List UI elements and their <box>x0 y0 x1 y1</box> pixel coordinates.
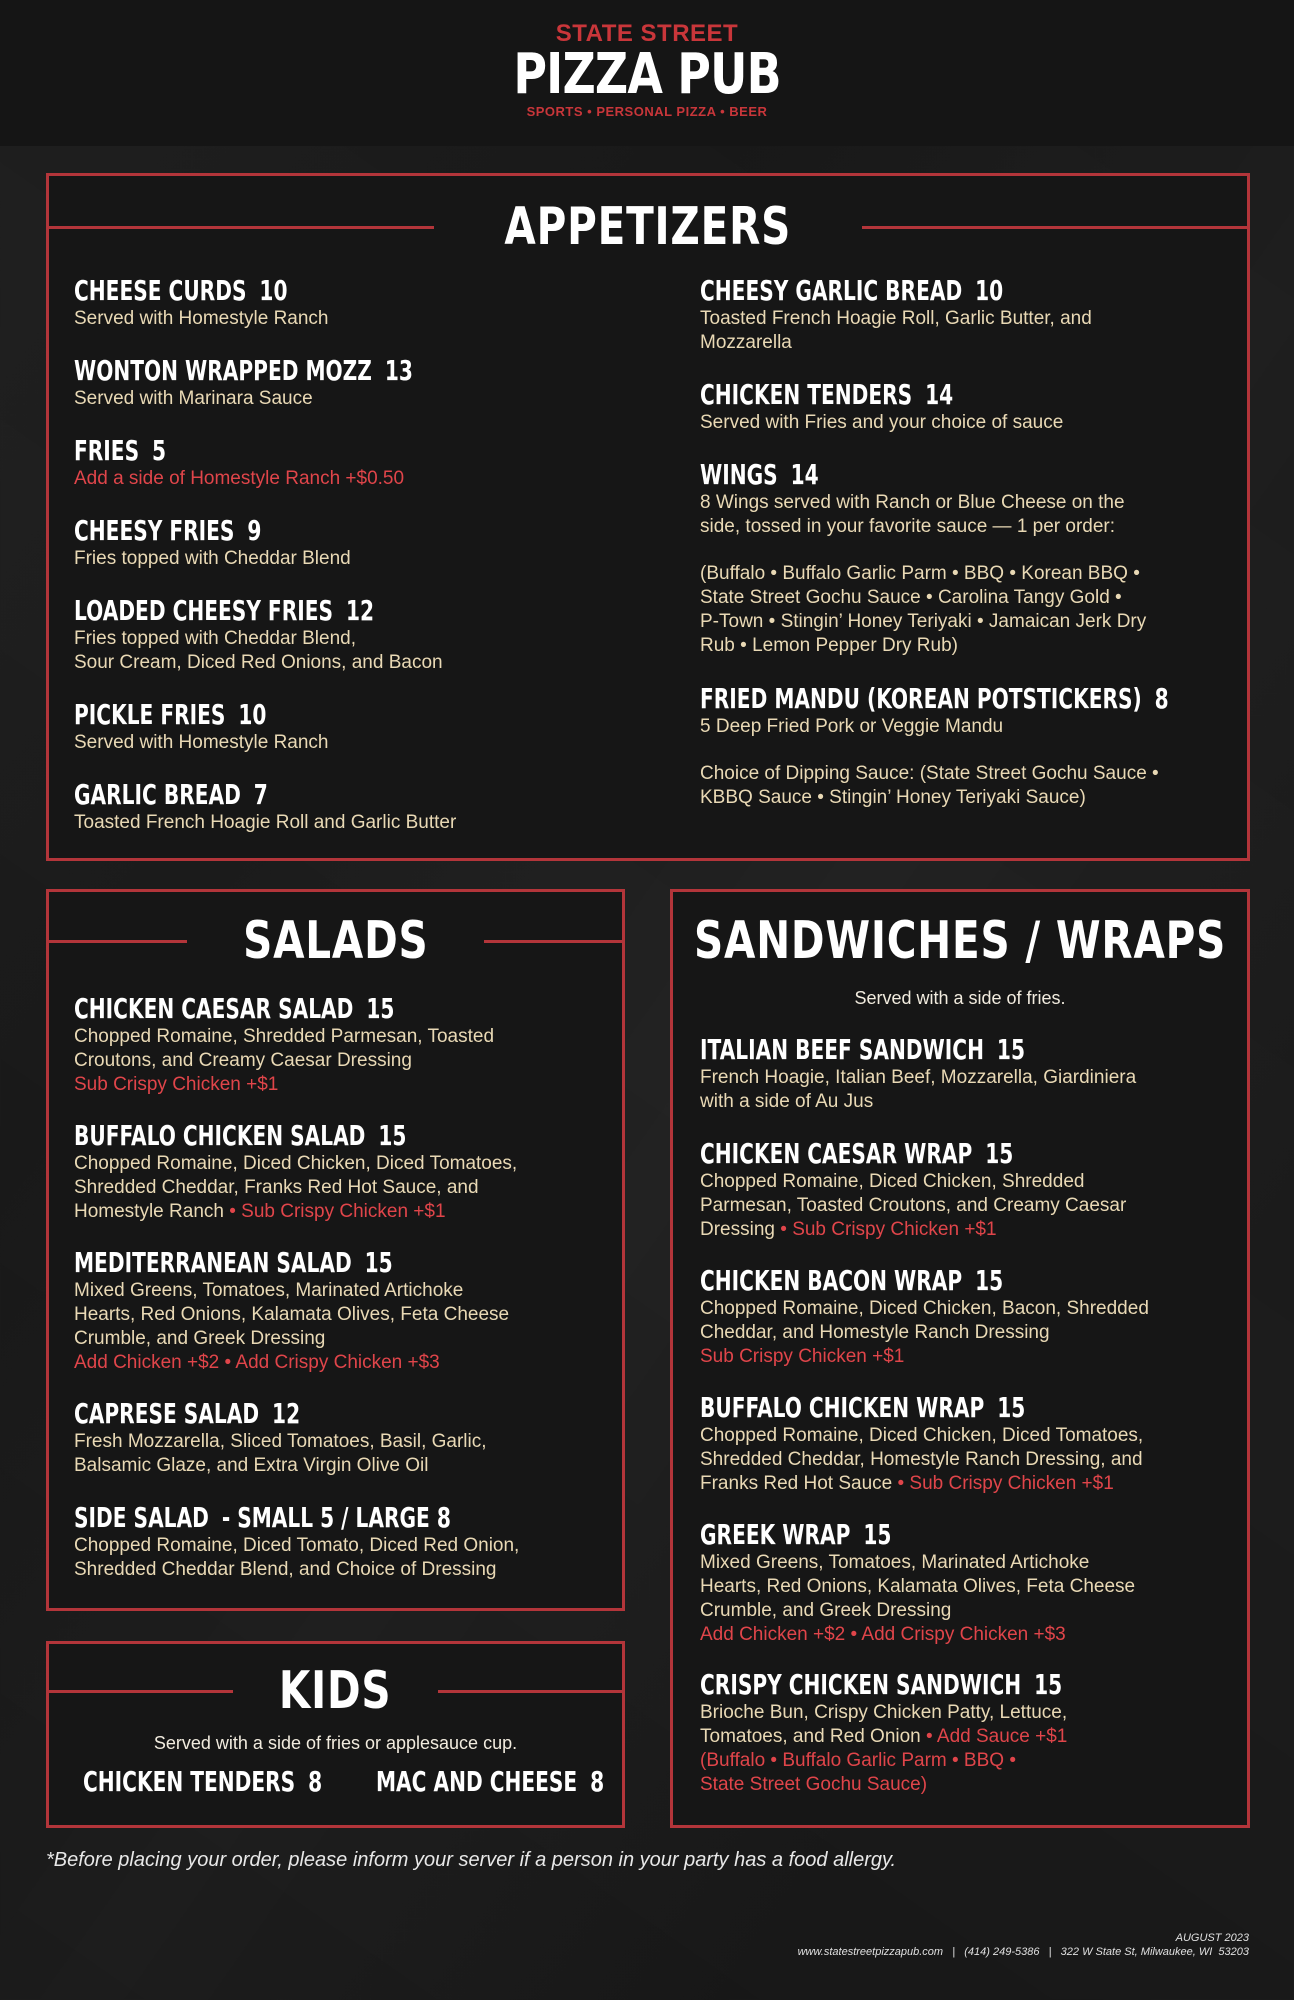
item-price: 7 <box>253 778 268 811</box>
item-price: 12 <box>272 1397 301 1430</box>
item-description: Shredded Cheddar, Homestyle Ranch Dressing, and <box>700 1449 1143 1470</box>
item-price: 13 <box>384 354 413 387</box>
item-addon: Sub Crispy Chicken +$1 <box>700 1346 905 1367</box>
item-name: CHICKEN TENDERS <box>700 378 913 411</box>
item-name: PICKLE FRIES <box>74 698 226 731</box>
sauce-list: State Street Gochu Sauce • Carolina Tangy Gold • <box>700 587 1122 608</box>
kids-note: Served with a side of fries or applesauce cup. <box>153 1733 518 1753</box>
footer-contact: www.statestreetpizzapub.com | (414) 249-5386 | 322 W State St, Milwaukee, WI 53203 <box>797 1946 1249 1958</box>
item-description: with a side of Au Jus <box>700 1091 874 1112</box>
item-price: 15 <box>975 1264 1004 1297</box>
item-price: 12 <box>345 594 375 627</box>
allergy-note: *Before placing your order, please inform your server if a person in your party has a food allergy. <box>46 1849 897 1871</box>
menu-item <box>74 1502 597 1582</box>
sauce-list: State Street Gochu Sauce) <box>700 1774 928 1795</box>
item-description: Toasted French Hoagie Roll and Garlic Butter <box>74 812 457 833</box>
item-description: Served with Homestyle Ranch <box>74 732 329 753</box>
item-name: ITALIAN BEEF SANDWICH <box>700 1033 984 1066</box>
menu-item <box>74 515 351 571</box>
heading-rule-right <box>484 940 622 943</box>
item-price: 15 <box>378 1119 407 1152</box>
item-name: GARLIC BREAD <box>74 778 241 811</box>
item-price: 10 <box>975 274 1004 307</box>
menu-item <box>74 993 519 1097</box>
item-price: 14 <box>925 378 954 411</box>
item-price: 8 <box>590 1765 605 1798</box>
menu-item <box>74 595 491 675</box>
item-price: 5 <box>152 434 167 467</box>
sandwiches-note: Served with a side of fries. <box>854 988 1066 1008</box>
menu-item <box>700 1669 1203 1797</box>
appetizers-heading <box>49 192 1247 262</box>
item-description: Shredded Cheddar Blend, and Choice of Dressing <box>74 1559 497 1580</box>
menu-item <box>700 1392 1152 1496</box>
menu-item <box>74 779 456 835</box>
menu-item <box>700 459 1146 658</box>
item-price: 8 <box>1154 682 1169 715</box>
item-description: Chopped Romaine, Shredded Parmesan, Toasted <box>74 1026 495 1047</box>
item-description: Brioche Bun, Crispy Chicken Patty, Lettuce, <box>700 1702 1068 1723</box>
item-price: 10 <box>259 274 288 307</box>
menu-item <box>74 1120 536 1224</box>
item-price: 15 <box>996 1033 1025 1066</box>
item-name: CHEESE CURDS <box>74 274 247 307</box>
item-description: Fresh Mozzarella, Sliced Tomatoes, Basil, Garlic, <box>74 1431 487 1452</box>
item-price: 15 <box>364 1246 393 1279</box>
heading-rule-left <box>49 940 187 943</box>
heading-rule-left <box>49 1690 233 1693</box>
item-description: Hearts, Red Onions, Kalamata Olives, Feta Cheese <box>74 1304 510 1325</box>
item-description: Chopped Romaine, Diced Chicken, Diced Tomatoes, <box>74 1153 518 1174</box>
item-name: GREEK WRAP <box>700 1518 851 1551</box>
item-addon: Add a side of Homestyle Ranch +$0.50 <box>74 468 405 489</box>
item-price: 14 <box>790 458 819 491</box>
item-addon: Add Chicken +$2 • Add Crispy Chicken +$3 <box>74 1352 440 1373</box>
item-name: WONTON WRAPPED MOZZ <box>74 354 372 387</box>
item-addon: • Sub Crispy Chicken +$1 <box>892 1473 1114 1494</box>
item-price: 15 <box>863 1518 892 1551</box>
salads-heading <box>49 906 622 976</box>
item-description: Cheddar, and Homestyle Ranch Dressing <box>700 1322 1050 1343</box>
item-name: CHICKEN CAESAR SALAD <box>74 992 354 1025</box>
item-price: 15 <box>985 1137 1014 1170</box>
logo-tagline: SPORTS • PERSONAL PIZZA • BEER <box>526 104 768 119</box>
item-price: 10 <box>238 698 267 731</box>
item-name: CRISPY CHICKEN SANDWICH <box>700 1668 1022 1701</box>
menu-item <box>700 1034 1151 1114</box>
item-price: - SMALL 5 / LARGE 8 <box>221 1501 451 1534</box>
item-description: 8 Wings served with Ranch or Blue Cheese on the <box>700 492 1125 513</box>
section-title: KIDS <box>279 1661 392 1721</box>
item-addon: • Sub Crispy Chicken +$1 <box>774 1219 997 1240</box>
item-description: side, tossed in your favorite sauce — 1 per order: <box>700 516 1116 537</box>
section-title: APPETIZERS <box>504 197 792 257</box>
item-description: Fries topped with Cheddar Blend, <box>74 628 356 649</box>
item-description: Croutons, and Creamy Caesar Dressing <box>74 1050 412 1071</box>
item-name: BUFFALO CHICKEN SALAD <box>74 1119 366 1152</box>
heading-rule-right <box>862 226 1247 229</box>
logo-main-text: PIZZA PUB <box>513 42 781 107</box>
item-name: CHICKEN CAESAR WRAP <box>700 1137 973 1170</box>
item-price: 15 <box>997 1391 1026 1424</box>
item-description: Sour Cream, Diced Red Onions, and Bacon <box>74 652 443 673</box>
menu-item <box>700 1519 1135 1647</box>
menu-item <box>700 275 1121 355</box>
item-description: Chopped Romaine, Diced Chicken, Shredded <box>700 1171 1085 1192</box>
item-description: Served with Fries and your choice of sauce <box>700 412 1064 433</box>
menu-item <box>700 683 1294 810</box>
kids-heading <box>49 1656 622 1726</box>
item-description: 5 Deep Fried Pork or Veggie Mandu <box>700 716 1004 737</box>
menu-item <box>700 1265 1149 1369</box>
item-description: Parmesan, Toasted Croutons, and Creamy Caesar <box>700 1195 1127 1216</box>
item-name: LOADED CHEESY FRIES <box>74 594 334 627</box>
menu-item <box>74 1398 487 1478</box>
section-title: SANDWICHES / WRAPS <box>693 911 1227 971</box>
item-price: 15 <box>366 992 395 1025</box>
menu-item <box>83 1766 415 1798</box>
item-name: FRIES <box>74 434 140 467</box>
item-name: SIDE SALAD <box>74 1501 209 1534</box>
sauce-list: (Buffalo • Buffalo Garlic Parm • BBQ • <box>700 1750 1016 1771</box>
item-description: French Hoagie, Italian Beef, Mozzarella, Giardiniera <box>700 1067 1137 1088</box>
sauce-list: Rub • Lemon Pepper Dry Rub) <box>700 635 958 656</box>
item-addon: • Sub Crispy Chicken +$1 <box>223 1201 446 1222</box>
item-description: Shredded Cheddar, Franks Red Hot Sauce, and <box>74 1177 479 1198</box>
item-description: Chopped Romaine, Diced Chicken, Bacon, Shredded <box>700 1298 1149 1319</box>
dipping-sauce: Choice of Dipping Sauce: (State Street Gochu Sauce • <box>700 763 1159 784</box>
menu-item <box>700 1138 1135 1242</box>
logo-top-text: STATE STREET <box>555 20 739 47</box>
item-description: Franks Red Hot Sauce <box>700 1473 893 1494</box>
item-price: 15 <box>1034 1668 1063 1701</box>
item-description: Mozzarella <box>700 332 792 353</box>
item-addon: • Add Sauce +$1 <box>920 1726 1068 1747</box>
item-name: CHEESY GARLIC BREAD <box>700 274 963 307</box>
heading-rule-left <box>49 226 434 229</box>
item-name: FRIED MANDU (KOREAN POTSTICKERS) <box>700 682 1142 715</box>
brand-logo <box>0 22 1294 120</box>
item-price: 8 <box>308 1765 323 1798</box>
item-description: Chopped Romaine, Diced Tomato, Diced Red Onion, <box>74 1535 520 1556</box>
menu-item <box>74 275 371 331</box>
section-title: SALADS <box>242 911 429 971</box>
footer-date: AUGUST 2023 <box>1175 1932 1249 1944</box>
menu-item <box>74 435 404 491</box>
dipping-sauce: KBBQ Sauce • Stingin’ Honey Teriyaki Sauce) <box>700 787 1086 808</box>
item-addon: Add Chicken +$2 • Add Crispy Chicken +$3 <box>700 1624 1066 1645</box>
item-name: WINGS <box>700 458 778 491</box>
sauce-list: (Buffalo • Buffalo Garlic Parm • BBQ • Korean BBQ • <box>700 563 1140 584</box>
item-description: Toasted French Hoagie Roll, Garlic Butter, and <box>700 308 1092 329</box>
item-name: CAPRESE SALAD <box>74 1397 260 1430</box>
kids-panel <box>46 1641 625 1828</box>
item-description: Chopped Romaine, Diced Chicken, Diced Tomatoes, <box>700 1425 1144 1446</box>
sauce-list: P-Town • Stingin’ Honey Teriyaki • Jamaican Jerk Dry <box>700 611 1147 632</box>
item-description: Fries topped with Cheddar Blend <box>74 548 351 569</box>
menu-item <box>74 1247 517 1375</box>
item-name: CHICKEN TENDERS <box>83 1765 296 1798</box>
menu-item <box>376 1766 693 1798</box>
heading-rule-right <box>438 1690 622 1693</box>
item-description: Hearts, Red Onions, Kalamata Olives, Feta Cheese <box>700 1576 1136 1597</box>
item-addon: Sub Crispy Chicken +$1 <box>74 1074 279 1095</box>
item-description: Crumble, and Greek Dressing <box>700 1600 952 1621</box>
menu-item <box>74 355 545 411</box>
item-description: Tomatoes, and Red Onion <box>700 1726 921 1747</box>
menu-item <box>700 379 1063 435</box>
header-bar <box>0 0 1294 146</box>
item-price: 9 <box>247 514 262 547</box>
item-name: CHEESY FRIES <box>74 514 235 547</box>
item-description: Served with Marinara Sauce <box>74 388 313 409</box>
item-description: Balsamic Glaze, and Extra Virgin Olive Oil <box>74 1455 429 1476</box>
footer <box>798 1931 1249 1959</box>
item-description: Mixed Greens, Tomatoes, Marinated Artichoke <box>74 1280 464 1301</box>
item-name: BUFFALO CHICKEN WRAP <box>700 1391 985 1424</box>
item-name: MEDITERRANEAN SALAD <box>74 1246 352 1279</box>
item-description: Served with Homestyle Ranch <box>74 308 329 329</box>
menu-item <box>74 699 341 755</box>
item-name: CHICKEN BACON WRAP <box>700 1264 963 1297</box>
item-description: Dressing <box>700 1219 775 1240</box>
item-description: Mixed Greens, Tomatoes, Marinated Artichoke <box>700 1552 1090 1573</box>
sandwiches-heading <box>673 906 1247 976</box>
item-name: MAC AND CHEESE <box>376 1765 578 1798</box>
item-description: Crumble, and Greek Dressing <box>74 1328 326 1349</box>
item-description: Homestyle Ranch <box>74 1201 224 1222</box>
